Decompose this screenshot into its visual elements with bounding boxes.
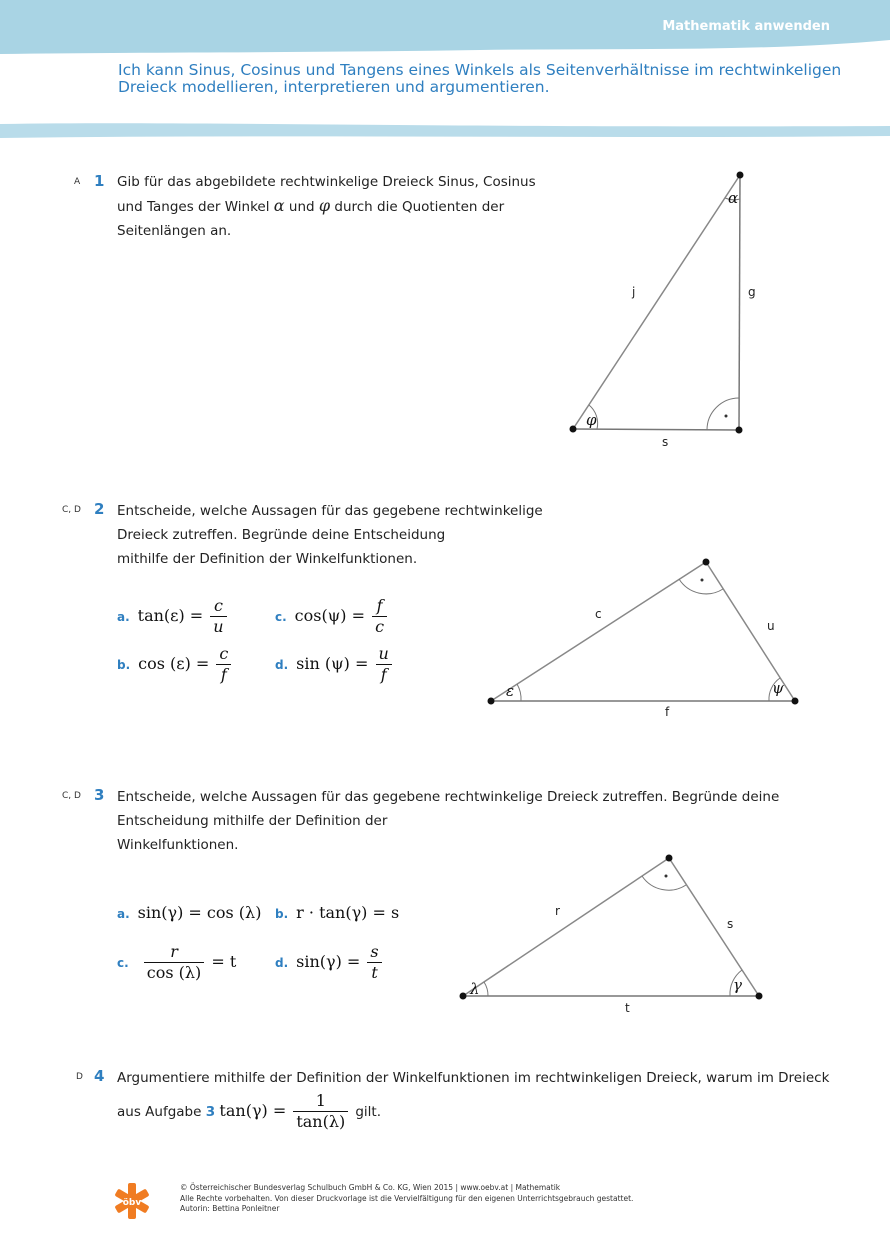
- side-c: [491, 562, 706, 701]
- label-r: r: [555, 904, 560, 918]
- task-1-line-2: und Tanges der Winkel α und φ durch die Quotienten der: [117, 196, 505, 215]
- label-t: t: [625, 1001, 630, 1015]
- arc-epsilon: [517, 684, 521, 701]
- vertex-right: [792, 698, 799, 705]
- task-3-option-b: b. r · tan(γ) = s: [275, 903, 400, 922]
- label-g: g: [748, 285, 756, 299]
- task-2-code: C, D: [62, 505, 81, 515]
- task-1-number: 1: [94, 172, 105, 190]
- label-f: f: [665, 705, 670, 719]
- right-angle-dot: [725, 415, 728, 418]
- vertex-right: [756, 993, 763, 1000]
- right-angle-arc: [642, 876, 686, 890]
- label-phi: φ: [586, 411, 597, 429]
- label-j: j: [632, 285, 636, 299]
- label-s: s: [727, 917, 734, 931]
- task-4-text: Argumentiere mithilfe der Definition der Winkelfunktionen im rechtwinkeligen Dreieck, warum im Dreieck: [117, 1070, 830, 1086]
- task-4-number: 4: [94, 1067, 105, 1085]
- task-1-triangle-figure: [560, 165, 760, 460]
- angle-phi-ref: φ: [318, 196, 331, 215]
- label-alpha: α: [728, 189, 739, 207]
- task-1-line-3: Seitenlängen an.: [117, 223, 232, 239]
- right-angle-dot: [665, 875, 668, 878]
- label-lambda: λ: [470, 980, 480, 998]
- right-angle-arc: [679, 579, 723, 594]
- header-label: Mathematik anwenden: [662, 19, 830, 34]
- vertex-top: [737, 172, 744, 179]
- task-3-code: C, D: [62, 791, 81, 801]
- label-s: s: [662, 435, 669, 449]
- task-4-formula: tan(γ) = $\frac{1}{\tan(\lambda)}$: [219, 1101, 355, 1120]
- vertex-left: [570, 426, 577, 433]
- task-2-triangle-figure: [480, 550, 810, 730]
- label-psi: ψ: [772, 679, 784, 697]
- vertex-left: [488, 698, 495, 705]
- task-3-number: 3: [94, 786, 105, 804]
- vertex-top: [666, 855, 673, 862]
- footer-copyright: © Österreichischer Bundesverlag Schulbuch GmbH & Co. KG, Wien 2015 | www.oebv.at | Mathematik Alle Rechte vorbehalten. Von dieser Druckvorlage ist die Vervielfältigung für den eigenen Unterrichtsgebrauch gestattet. Autorin: Bettina Ponleitner: [180, 1183, 634, 1213]
- label-epsilon: ε: [506, 682, 515, 700]
- task-2-option-b: b. cos (ε) = $\frac{c}{f}$: [117, 644, 233, 685]
- task-2-text: Entscheide, welche Aussagen für das gegebene rechtwinkelige Dreieck zutreffen. Begründe deine Entscheidung mithilfe der Definition der Winkelfunktionen.: [117, 503, 543, 567]
- task-3-text: Entscheide, welche Aussagen für das gegebene rechtwinkelige Dreieck zutreffen. Begründe deine Entscheidung mithilfe der Definition der Winkelfunktionen.: [117, 789, 780, 853]
- vertex-top: [703, 559, 710, 566]
- task-1-line-1: Gib für das abgebildete rechtwinkelige Dreieck Sinus, Cosinus: [117, 174, 536, 190]
- task-2-number: 2: [94, 500, 105, 518]
- task-3-option-c: c. $\frac{r}{\cos (\lambda)}$ = t: [117, 942, 237, 982]
- angle-alpha-ref: α: [273, 196, 285, 215]
- task-4-code: D: [76, 1072, 83, 1082]
- task-3-option-a: a. sin(γ) = cos (λ): [117, 903, 262, 922]
- task-2-option-a: a. tan(ε) = $\frac{c}{u}$: [117, 596, 229, 637]
- label-c: c: [595, 607, 602, 621]
- right-angle-dot: [701, 579, 704, 582]
- side-g: [739, 175, 740, 430]
- arc-lambda: [484, 982, 488, 996]
- task-2-option-c: c. cos(ψ) = $\frac{f}{c}$: [275, 596, 389, 637]
- vertex-right: [736, 427, 743, 434]
- svg-text:öbv: öbv: [122, 1198, 142, 1208]
- side-s: [573, 429, 739, 430]
- label-u: u: [767, 619, 775, 633]
- oebv-logo: [112, 1182, 156, 1222]
- task-1-text: [117, 170, 536, 243]
- task-1-code: A: [74, 177, 81, 187]
- vertex-left: [460, 993, 467, 1000]
- page-header: [0, 0, 890, 140]
- task-4-line-2: aus Aufgabe 3 tan(γ) = $\frac{1}{\tan(\lambda)}$ gilt.: [117, 1091, 381, 1131]
- side-r: [463, 858, 669, 996]
- task-3-triangle-figure: [450, 845, 780, 1025]
- task-ref-3: 3: [205, 1104, 216, 1120]
- task-2-option-d: d. sin (ψ) = $\frac{u}{f}$: [275, 644, 394, 685]
- side-s: [669, 858, 759, 996]
- task-3-option-d: d. sin(γ) = $\frac{s}{t}$: [275, 942, 384, 983]
- label-gamma: γ: [733, 976, 742, 994]
- side-j: [573, 175, 740, 429]
- right-angle-arc: [707, 398, 739, 430]
- learning-goal: Ich kann Sinus, Cosinus und Tangens eines Winkels als Seitenverhältnisse im rechtwinkeligen Dreieck modellieren, interpretieren und argumentieren.: [118, 61, 842, 96]
